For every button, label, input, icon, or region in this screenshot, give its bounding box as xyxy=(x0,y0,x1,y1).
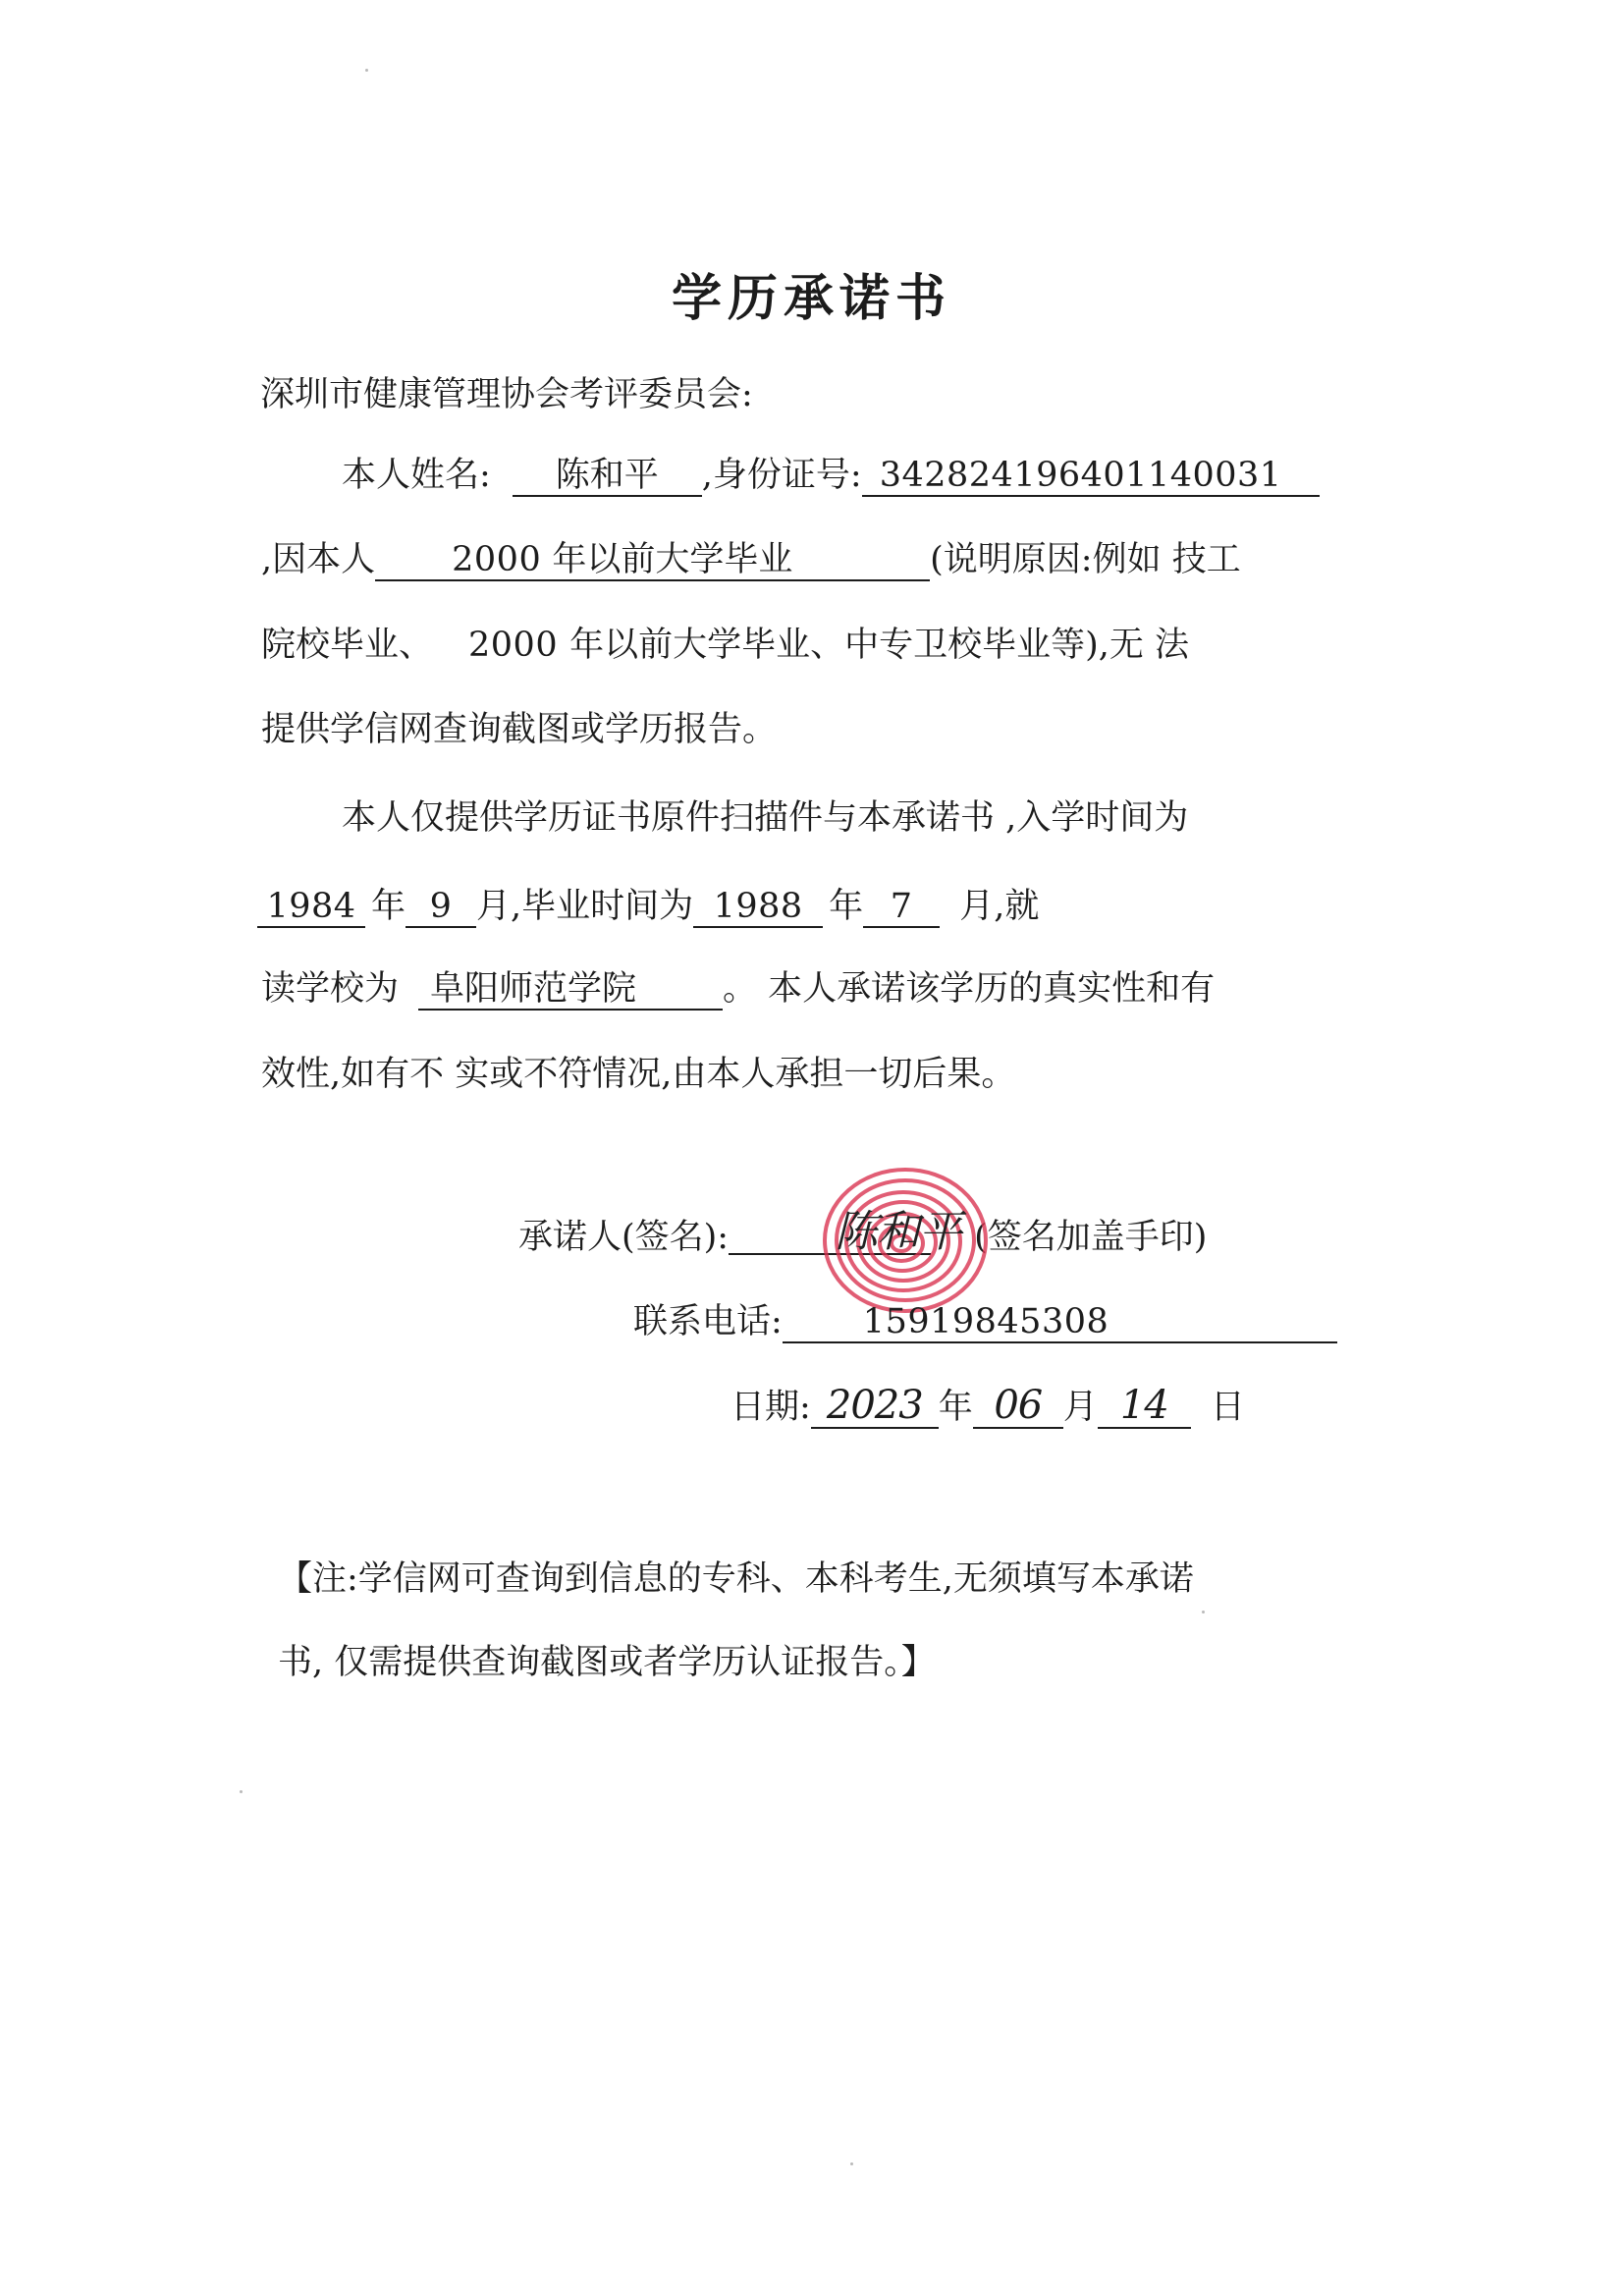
date-day: 14 xyxy=(1098,1386,1191,1429)
entry-month: 9 xyxy=(406,890,476,928)
reason-example-label: (说明原因:例如 技工 xyxy=(930,540,1241,579)
para2-line1: 本人仅提供学历证书原件扫描件与本承诺书 ,入学时间为 xyxy=(342,798,1189,838)
date-year-label: 年 xyxy=(938,1388,973,1427)
date-day-label: 日 xyxy=(1210,1388,1245,1427)
scan-speck xyxy=(365,69,368,72)
scan-speck xyxy=(240,1790,243,1793)
dates-row xyxy=(257,887,1040,928)
reason-end: 提供学信网查询截图或学历报告。 xyxy=(261,710,778,749)
reason-field xyxy=(375,540,930,581)
graduation-month-label: 月 xyxy=(959,887,995,926)
graduation-label: ,毕业时间为 xyxy=(511,887,694,926)
graduation-month: 7 xyxy=(863,890,940,928)
addressee: 深圳市健康管理协会考评委员会: xyxy=(260,375,753,414)
reason-year: 2000 xyxy=(452,540,542,579)
name-row xyxy=(342,456,1320,497)
signature-handwriting: 陈和平 xyxy=(835,1207,961,1257)
phone-number: 15919845308 xyxy=(783,1305,1337,1343)
date-label: 日期: xyxy=(730,1388,811,1427)
school-row xyxy=(261,969,1216,1011)
graduation-year: 1988 xyxy=(693,890,823,928)
graduation-year-label: 年 xyxy=(829,887,864,926)
date-row xyxy=(730,1383,1245,1429)
entry-year-label: 年 xyxy=(371,887,406,926)
reason-row xyxy=(261,540,1241,581)
applicant-name: 陈和平 xyxy=(513,459,702,497)
scan-speck xyxy=(1202,1611,1205,1613)
school-row-suffix: 。 本人承诺该学历的真实性和有 xyxy=(723,969,1216,1009)
date-month-label: 月 xyxy=(1062,1388,1098,1427)
document-title: 学历承诺书 xyxy=(671,270,951,328)
reason-example-year: 2000 xyxy=(468,626,559,665)
reason-example-row xyxy=(261,626,1190,665)
signature-note: (签名加盖手印) xyxy=(974,1218,1208,1257)
school-label: 读学校为 xyxy=(261,969,400,1009)
date-month: 06 xyxy=(973,1386,1063,1429)
dates-row-suffix: ,就 xyxy=(994,887,1040,926)
reason-example-text-a: 院校毕业、 xyxy=(261,626,434,665)
phone-label: 联系电话: xyxy=(633,1302,783,1341)
reason-example-text-b: 年以前大学毕业、中专卫校毕业等),无 法 xyxy=(569,626,1190,665)
entry-month-label: 月 xyxy=(476,887,512,926)
scan-speck xyxy=(850,2162,853,2165)
footnote-line2: 书, 仅需提供查询截图或者学历认证报告。】 xyxy=(278,1643,936,1682)
para2-end: 效性,如有不 实或不符情况,由本人承担一切后果。 xyxy=(261,1055,1016,1094)
school-name: 阜阳师范学院 xyxy=(418,972,723,1011)
reason-text: 年以前大学毕业 xyxy=(552,540,793,579)
footnote-line1: 【注:学信网可查询到信息的专科、本科考生,无须填写本承诺 xyxy=(278,1559,1194,1599)
name-label: 本人姓名: xyxy=(342,456,491,495)
signature-label: 承诺人(签名): xyxy=(518,1218,730,1257)
id-label: ,身份证号: xyxy=(701,456,862,495)
entry-year: 1984 xyxy=(257,890,365,928)
date-year: 2023 xyxy=(811,1386,939,1429)
phone-row xyxy=(633,1302,1337,1343)
reason-label: ,因本人 xyxy=(261,540,376,579)
id-number: 342824196401140031 xyxy=(862,459,1320,497)
